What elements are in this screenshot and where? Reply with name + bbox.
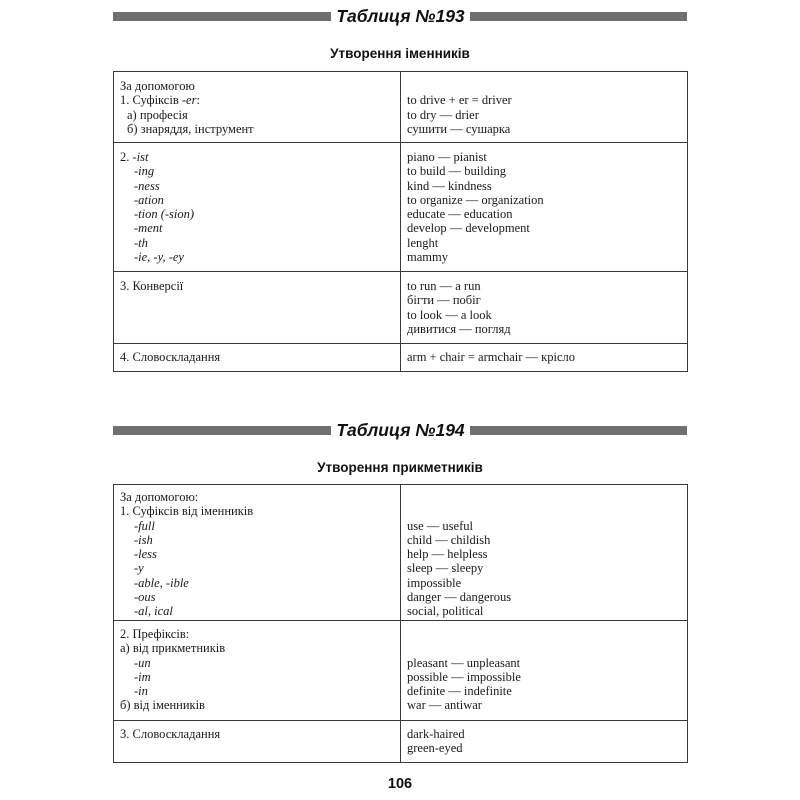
table-cell-right: arm + chair = armchair — крісло <box>401 344 688 372</box>
table-cell-left: 3. Словоскладання <box>114 721 401 763</box>
table-193-banner <box>113 4 687 28</box>
table-193-caption: Утворення іменників <box>330 46 470 61</box>
table-cell-left: 2. Префіксів: а) від прикметників -un -im -in б) від іменників <box>114 621 401 721</box>
table-193 <box>113 71 688 372</box>
table-194-banner <box>113 418 687 442</box>
table-cell-left: За допомогою: 1. Суфіксів від іменників -full -ish -less -y -able, -ible -ous -al, ical <box>114 485 401 621</box>
table-row <box>114 721 688 763</box>
table-194-caption: Утворення прикметників <box>317 460 483 475</box>
table-cell-right: to run — a run бігти — побіг to look — a look дивитися — погляд <box>401 272 688 344</box>
table-row <box>114 143 688 272</box>
table-193-title: Таблиця №193 <box>336 6 465 26</box>
table-row <box>114 485 688 621</box>
table-row <box>114 272 688 344</box>
table-cell-right: dark-haired green-eyed <box>401 721 688 763</box>
table-row <box>114 72 688 143</box>
table-cell-left: 4. Словоскладання <box>114 344 401 372</box>
table-194 <box>113 484 688 763</box>
table-cell-right: piano — pianist to build — building kind — kindness to organize — organization educate — education develop — development lenght mammy <box>401 143 688 272</box>
table-row <box>114 621 688 721</box>
table-row <box>114 344 688 372</box>
banner-bar-right <box>470 426 687 435</box>
page-number: 106 <box>387 776 413 792</box>
table-cell-left: 2. -ist -ing -ness -ation -tion (-sion) -ment -th -ie, -y, -ey <box>114 143 401 272</box>
table-cell-right: to drive + er = driver to dry — drier сушити — сушарка <box>401 72 688 143</box>
banner-bar-left <box>113 426 331 435</box>
table-cell-left: За допомогою 1. Суфіксів -er: а) професія б) знаряддя, інструмент <box>114 72 401 143</box>
table-cell-left: 3. Конверсії <box>114 272 401 344</box>
banner-bar-right <box>470 12 687 21</box>
table-cell-right: pleasant — unpleasant possible — impossible definite — indefinite war — antiwar <box>401 621 688 721</box>
table-194-title: Таблиця №194 <box>336 420 465 440</box>
table-cell-right: use — useful child — childish help — helpless sleep — sleepy impossible danger — dangerous social, political <box>401 485 688 621</box>
banner-bar-left <box>113 12 331 21</box>
